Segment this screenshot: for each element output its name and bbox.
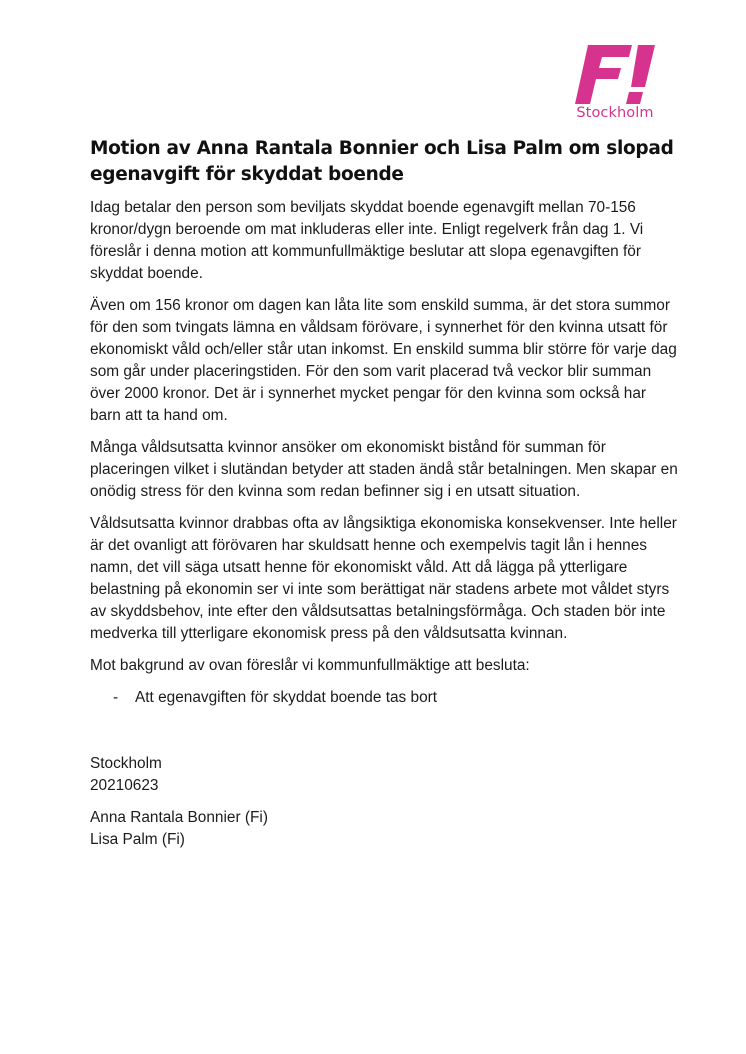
signatory-1: Anna Rantala Bonnier (Fi) [90,809,268,826]
proposal-text: Att egenavgiften för skyddat boende tas bort [135,689,438,706]
document-title: Motion av Anna Rantala Bonnier och Lisa Palm om slopad egenavgift för skyddat boende [90,138,674,185]
paragraph-3: Många våldsutsatta kvinnor ansöker om ekonomiskt bistånd för summan för placeringen vilket i slutändan betyder att staden ändå står betalningen. Men skapar en onödig stress för den kvinna som redan befinner sig i en utsatt situation. [90,439,678,500]
paragraph-5: Mot bakgrund av ovan föreslår vi kommunfullmäktige att besluta: [90,657,530,674]
date: 20210623 [90,777,159,794]
paragraph-4: Våldsutsatta kvinnor drabbas ofta av långsiktiga ekonomiska konsekvenser. Inte heller är det ovanligt att förövaren har skuldsatt henne och exempelvis tagit lån i hennes namn, det vill säga utsatt henne för ekonomiskt våld. Att då lägga på ytterligare belastning på ekonomin ser vi inte som berättigat när stadens arbete mot våldet styrs av skyddsbehov, inte efter den våldsutsattas betalningsförmåga. Och staden bör inte medverka till ytterligare ekonomisk press på den våldsutsatta kvinnan. [90,515,677,642]
party-logo [570,44,660,124]
place-date [90,753,680,797]
signatory-2: Lisa Palm (Fi) [90,831,185,848]
proposal-list-item [90,687,680,709]
place: Stockholm [90,755,162,772]
paragraph-1: Idag betalar den person som beviljats skyddat boende egenavgift mellan 70-156 kronor/dygn beroende om mat inkluderas eller inte. Enligt regelverk från dag 1. Vi föreslår i denna motion att kommunfullmäktige beslutar att slopa egenavgiften för skyddat boende. [90,199,644,282]
signatories [90,807,680,851]
list-dash: - [113,689,119,706]
motion-document [90,136,680,861]
paragraph-2: Även om 156 kronor om dagen kan låta lite som enskild summa, är det stora summor för den som tvingats lämna en våldsam förövare, i synnerhet för den kvinna utsatt för ekonomiskt våld och/eller står utan inkomst. En enskild summa blir större för varje dag som går under placeringstiden. För den som varit placerad två veckor blir summan över 2000 kronor. Det är i synnerhet mycket pengar för den kvinna som också har barn att ta hand om. [90,297,677,424]
logo-city-text: Stockholm [576,105,654,121]
signature-block [90,753,680,851]
fi-logo-icon [574,44,656,106]
